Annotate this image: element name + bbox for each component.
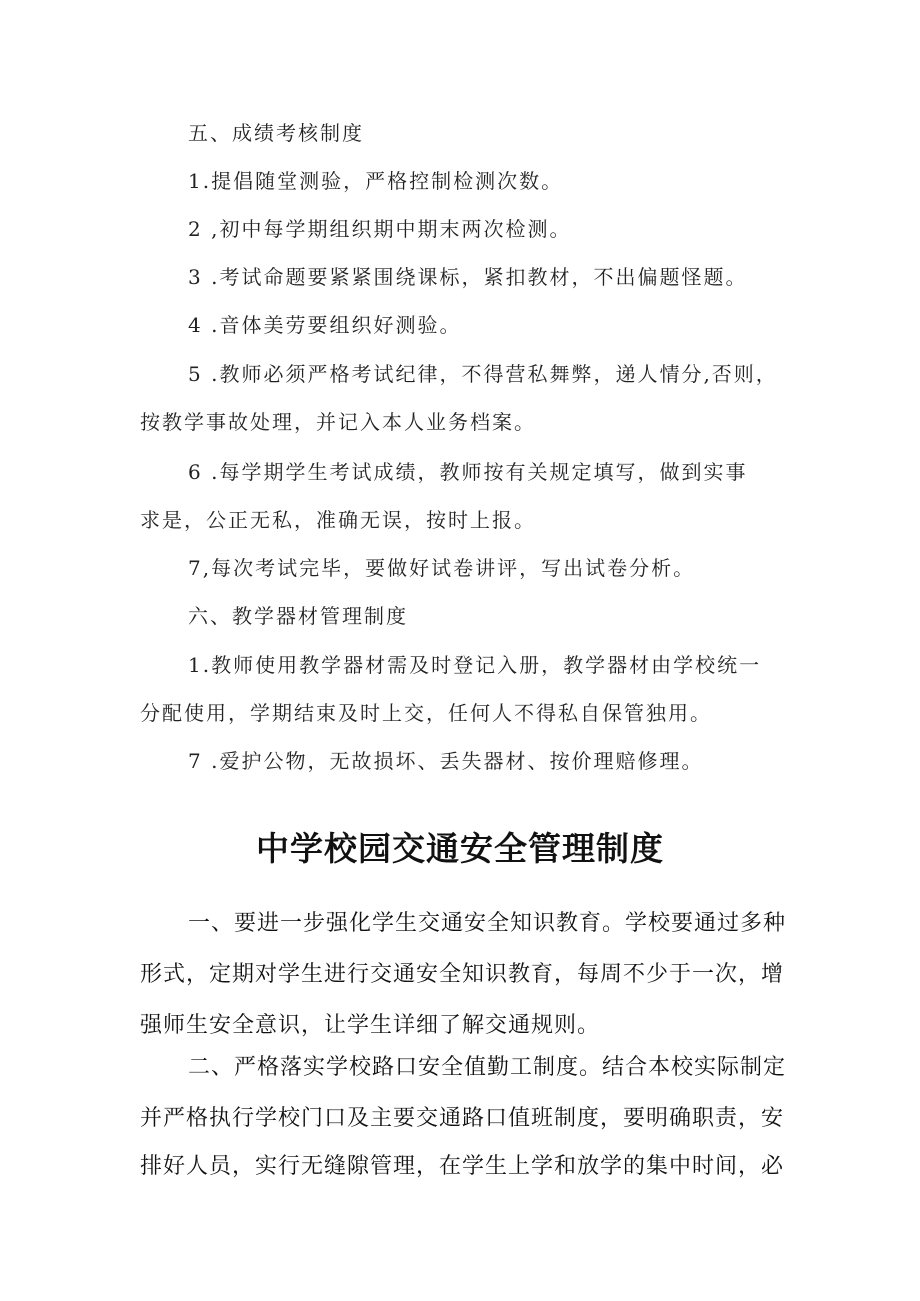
traffic-para-2-line-2: 并严格执行学校门口及主要交通路口值班制度，要明确职责，安 [140,1106,785,1131]
section-five-item-2: 2 ,初中每学期组织期中期末两次检测。 [188,217,572,241]
section-five-heading: 五、成绩考核制度 [188,121,364,145]
section-five-item-5-line-1: 5 .教师必须严格考试纪律，不得营私舞弊，递人情分,否则， [188,362,778,386]
traffic-para-1-line-3: 强师生安全意识，让学生详细了解交通规则。 [140,1013,601,1038]
section-five-item-5-line-2: 按教学事故处理，并记入本人业务档案。 [140,410,536,434]
section-five-item-7: 7,每次考试完毕，要做好试卷讲评，写出试卷分析。 [188,556,696,580]
section-five-item-3: 3 .考试命题要紧紧围绕课标，紧扣教材，不出偏题怪题。 [188,265,748,289]
section-five-item-6-line-1: 6 .每学期学生考试成绩，教师按有关规定填写，做到实事 [188,460,748,484]
section-six-item-7: 7 .爱护公物，无故损坏、丢失器材、按价理赔修理。 [188,749,704,773]
section-five-item-6-line-2: 求是，公正无私，准确无误，按时上报。 [140,508,536,532]
section-five-item-1: 1.提倡随堂测验，严格控制检测次数。 [188,169,564,193]
section-five-item-4: 4 .音体美劳要组织好测验。 [188,313,462,337]
section-six-item-1-line-1: 1.教师使用教学器材需及时登记入册，教学器材由学校统一 [188,653,762,677]
section-six-heading: 六、教学器材管理制度 [188,604,408,628]
traffic-para-1-line-2: 形式，定期对学生进行交通安全知识教育，每周不少于一次，增 [140,962,785,987]
traffic-para-2-line-1: 二、严格落实学校路口安全值勤工制度。结合本校实际制定 [188,1055,787,1080]
page-title: 中学校园交通安全管理制度 [256,829,664,868]
traffic-para-2-line-3: 排好人员，实行无缝隙管理，在学生上学和放学的集中时间，必 [140,1154,785,1179]
section-six-item-1-line-2: 分配使用，学期结束及时上交，任何人不得私自保管独用。 [140,701,712,725]
traffic-para-1-line-1: 一、要进一步强化学生交通安全知识教育。学校要通过多种 [188,911,787,936]
